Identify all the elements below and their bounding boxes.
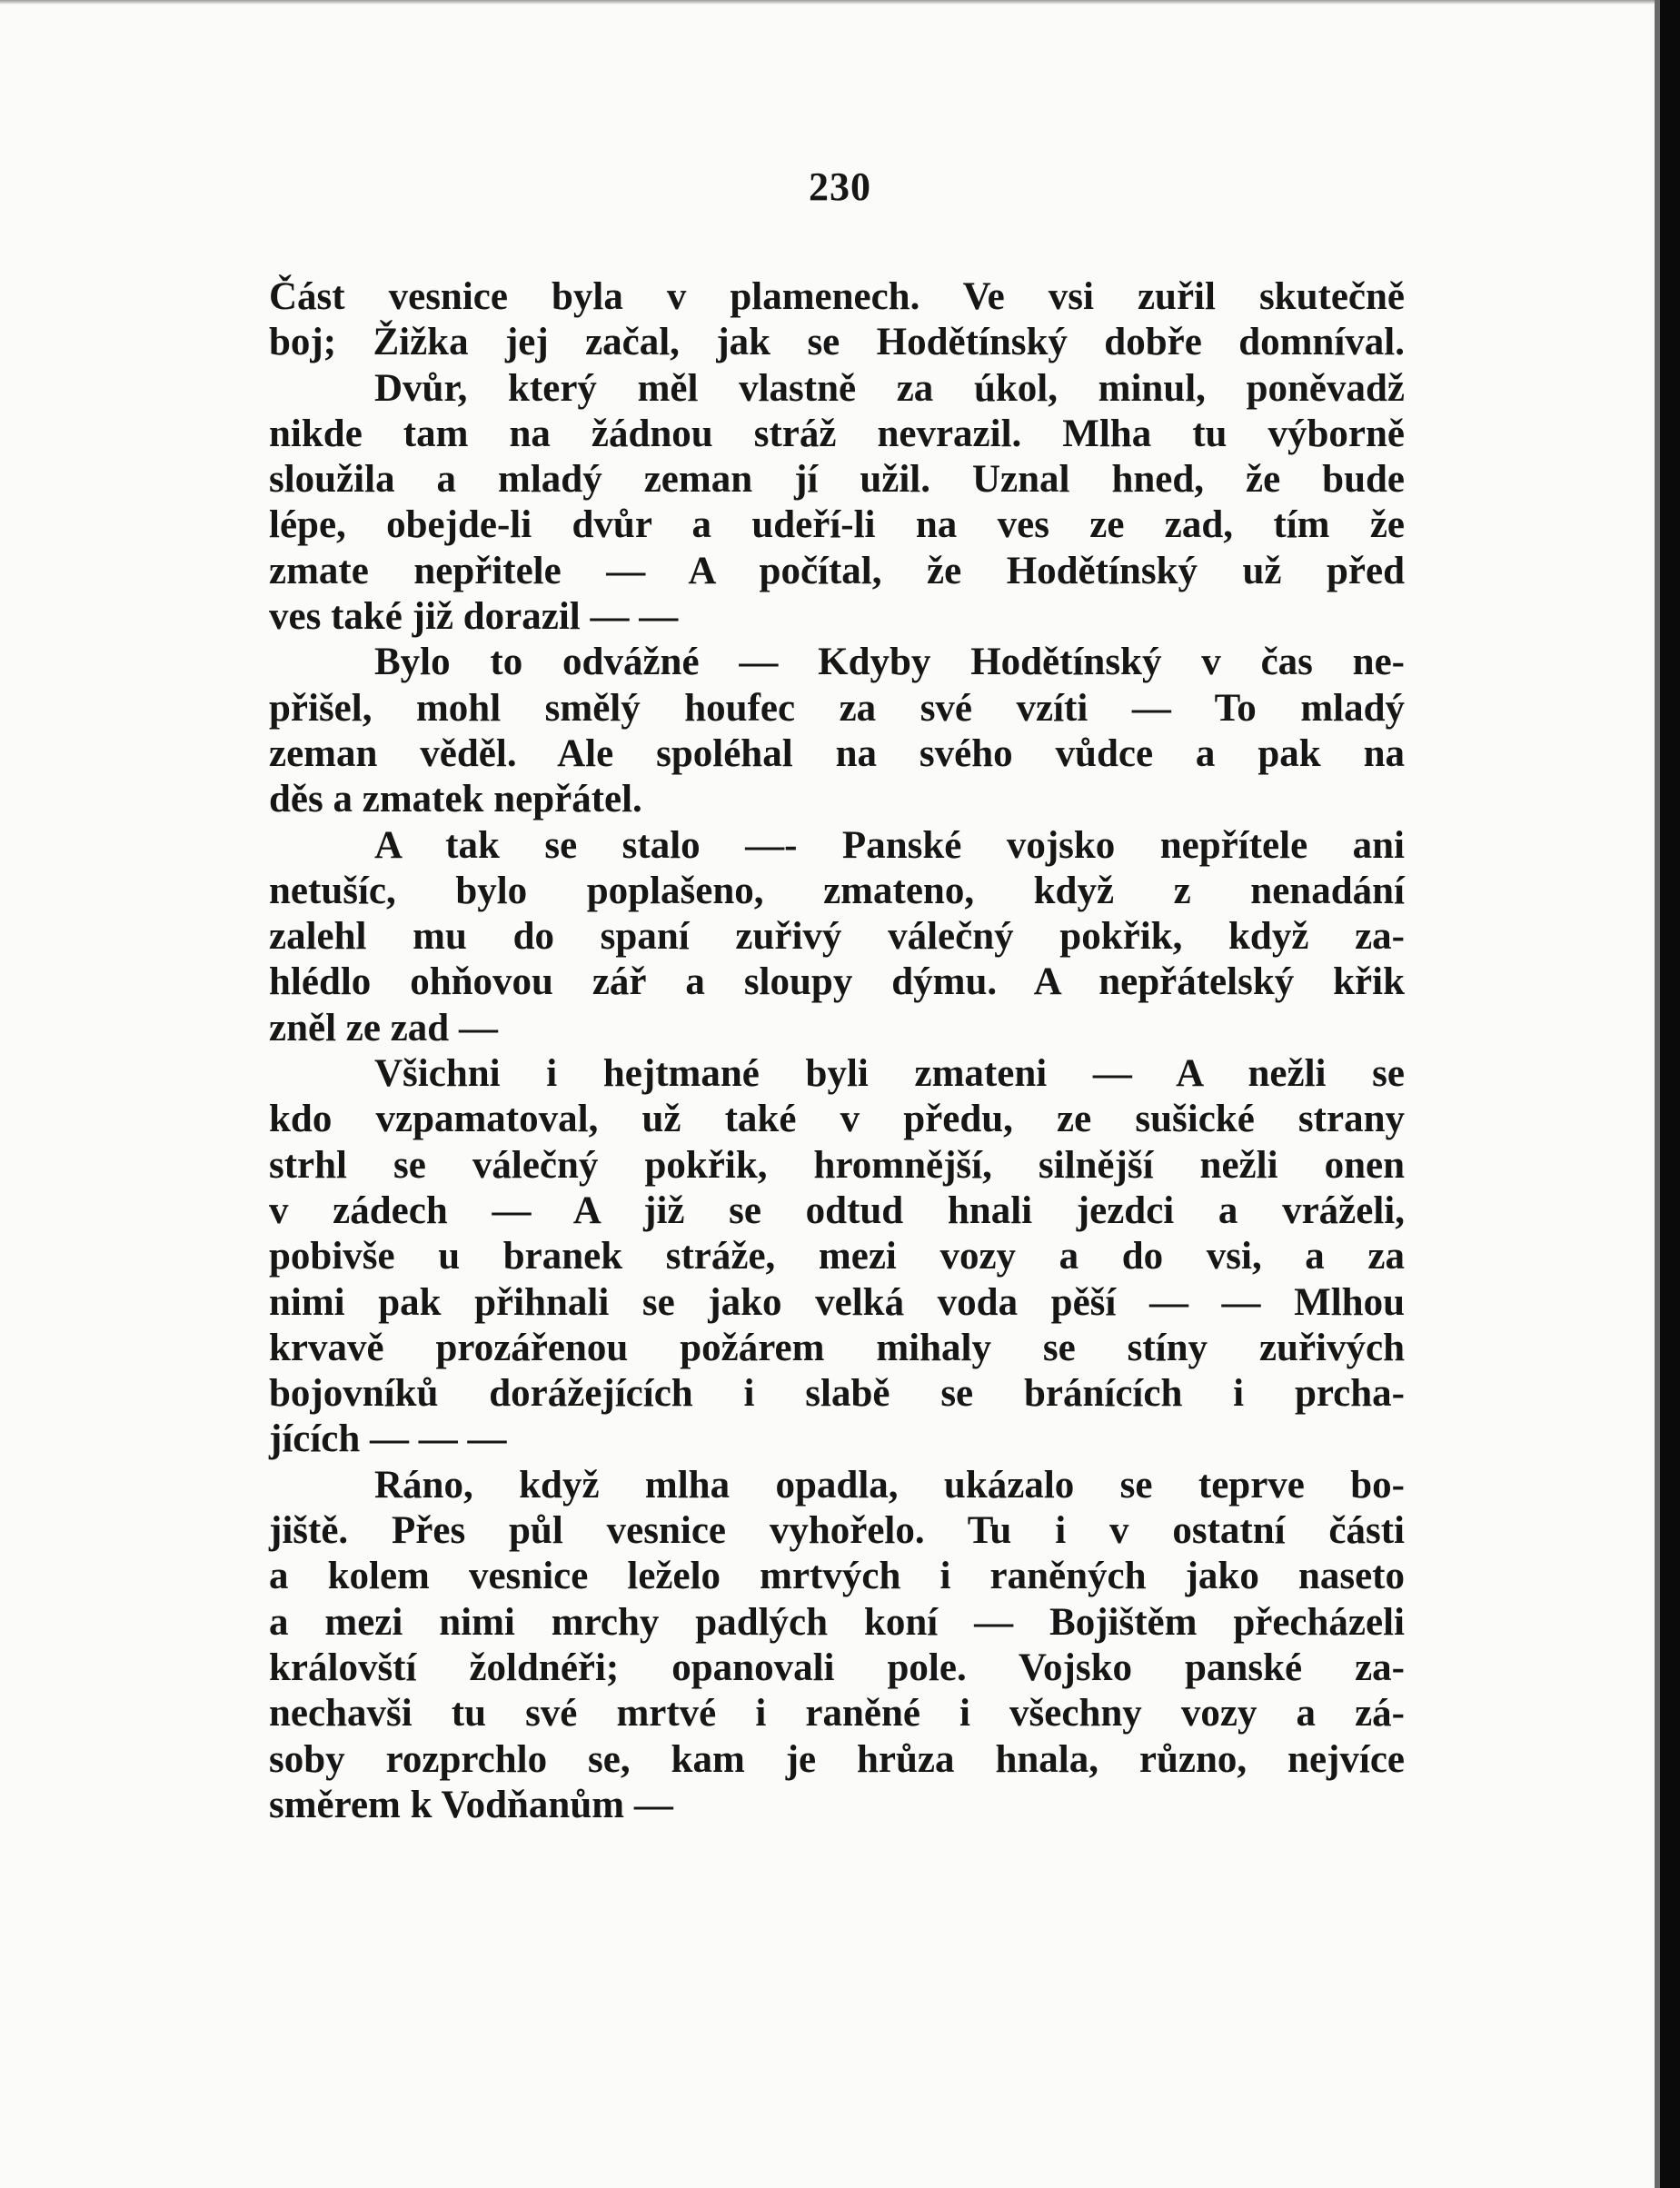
text-line: nimi pak přihnali se jako velká voda pěší — — Mlhou [269, 1280, 1405, 1324]
paragraph-first-line: Dvůr, který měl vlastně za úkol, minul, poněvadž [374, 366, 1405, 410]
text-line: a mezi nimi mrchy padlých koní — Bojištěm přecházeli [269, 1600, 1405, 1644]
text-line: hlédlo ohňovou zář a sloupy dýmu. A nepřátelský křik [269, 960, 1405, 1004]
text-line: pobivše u branek stráže, mezi vozy a do vsi, a za [269, 1235, 1405, 1278]
text-line: soby rozprchlo se, kam je hrůza hnala, různo, nejvíce [269, 1737, 1405, 1781]
text-line: kdo vzpamatoval, už také v předu, ze sušické strany [269, 1098, 1405, 1141]
text-line: bojovníků dorážejících i slabě se bránících i prcha- [269, 1372, 1405, 1416]
paragraph-first-line: Všichni i hejtmané byli zmateni — A nežli se [374, 1052, 1405, 1096]
text-line: lépe, obejde-li dvůr a udeří-li na ves ze zad, tím že [269, 503, 1405, 547]
text-line: ves také již dorazil — — [269, 595, 679, 639]
paragraph-first-line: Ráno, když mlha opadla, ukázalo se teprve bo- [374, 1463, 1405, 1507]
text-line: boj; Žižka jej začal, jak se Hodětínský dobře domníval. [269, 321, 1405, 364]
text-line: sloužila a mladý zeman jí užil. Uznal hned, že bude [269, 458, 1405, 502]
text-line: netušíc, bylo poplašeno, zmateno, když z nenadání [269, 869, 1405, 912]
text-line: zalehl mu do spaní zuřivý válečný pokřik, když za- [269, 915, 1405, 959]
text-line: zněl ze zad — [269, 1006, 498, 1049]
page-number: 230 [809, 164, 871, 209]
text-line: zeman věděl. Ale spoléhal na svého vůdce a pak na [269, 731, 1405, 775]
text-line: jících — — — [269, 1417, 507, 1461]
text-line: zmate nepřitele — A počítal, že Hodětínský už před [269, 549, 1405, 592]
text-line: směrem k Vodňanům — [269, 1783, 673, 1826]
text-line: děs a zmatek nepřátel. [269, 778, 642, 821]
text-line: jiště. Přes půl vesnice vyhořelo. Tu i v ostatní části [269, 1509, 1405, 1553]
scan-top-edge [0, 0, 1680, 5]
text-line: strhl se válečný pokřik, hromnější, silnější nežli onen [269, 1143, 1405, 1187]
text-line: a kolem vesnice leželo mrtvých i raněných jako naseto [269, 1555, 1405, 1598]
text-line: Část vesnice byla v plamenech. Ve vsi zuřil skutečně [269, 275, 1405, 318]
text-line: v zádech — A již se odtud hnali jezdci a vráželi, [269, 1188, 1405, 1232]
text-line: nechavši tu své mrtvé i raněné i všechny vozy a zá- [269, 1692, 1405, 1735]
text-line: přišel, mohl smělý houfec za své vzíti — To mladý [269, 686, 1405, 730]
paragraph-first-line: A tak se stalo —- Panské vojsko nepřítele ani [374, 823, 1405, 867]
text-line: královští žoldnéři; opanovali pole. Vojsko panské za- [269, 1646, 1405, 1689]
paragraph-first-line: Bylo to odvážné — Kdyby Hodětínský v čas ne- [374, 641, 1405, 684]
scan-right-edge [1660, 0, 1680, 2188]
body-text [269, 274, 1405, 1828]
text-line: krvavě prozářenou požárem mihaly se stíny zuřivých [269, 1326, 1405, 1369]
text-line: nikde tam na žádnou stráž nevrazil. Mlha tu výborně [269, 412, 1405, 455]
